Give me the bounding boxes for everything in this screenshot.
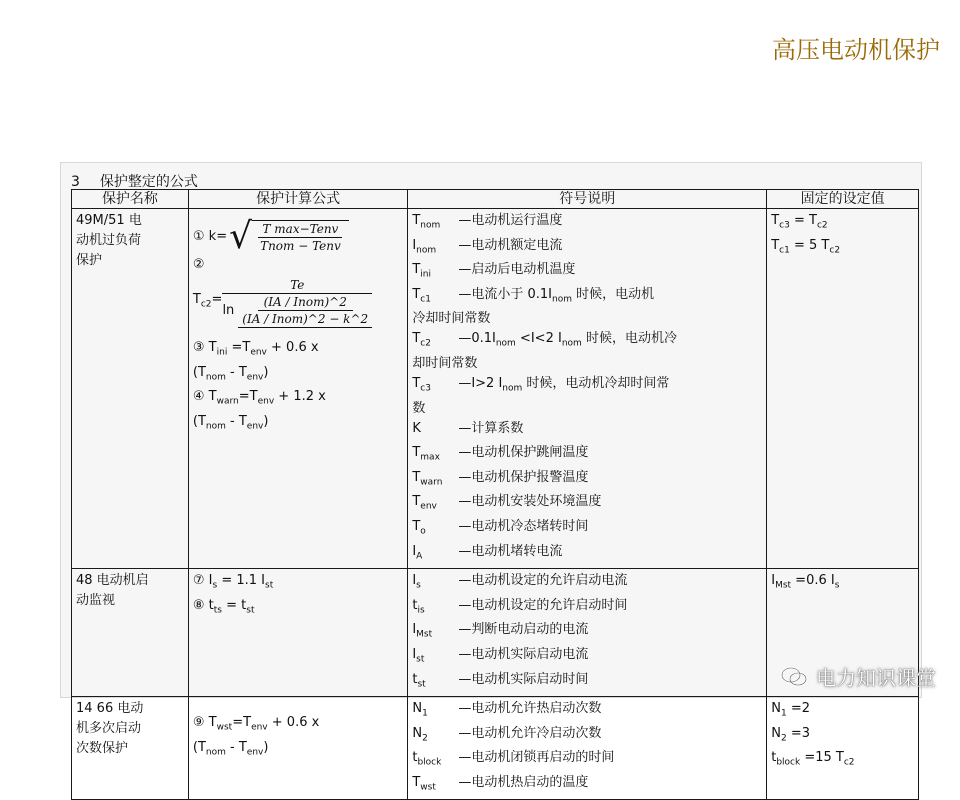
formula-3-cont	[193, 363, 403, 388]
symbol-sub: warn	[420, 477, 443, 488]
symbol-line	[412, 724, 762, 749]
symbol: t	[412, 750, 418, 766]
name-line: 保护	[76, 253, 103, 268]
fraction-denominator: Tnom − Tenv	[260, 239, 341, 253]
part: ⑨ T	[192, 715, 217, 731]
symbol-sub: nom	[551, 294, 572, 305]
symbol-desc: —I>2 I	[458, 375, 503, 391]
fixed-value	[771, 724, 914, 749]
symbol-sub: wst	[420, 782, 436, 793]
sub: ini	[216, 347, 228, 358]
symbol-sub: st	[416, 654, 425, 665]
symbol-sub: env	[420, 501, 437, 512]
lhs-main: T	[192, 292, 201, 308]
symbol-sub: ini	[420, 269, 431, 280]
page-title: 高压电动机保护	[772, 36, 940, 64]
symbol: I	[412, 237, 417, 253]
sub: nom	[205, 421, 226, 432]
part: =3	[786, 725, 810, 741]
symbol-line	[412, 285, 762, 310]
symbol-desc: 时候，电动机冷却时间常	[522, 375, 670, 391]
formula-cell	[188, 569, 407, 697]
part: )	[263, 739, 269, 755]
symbol: N	[412, 701, 423, 717]
inner-fraction	[238, 294, 372, 328]
watermark	[780, 662, 936, 691]
formula-1	[192, 216, 403, 257]
sub: c1	[779, 245, 790, 256]
symbol-sub: c3	[420, 383, 431, 394]
symbol: I	[412, 622, 417, 638]
sub: nom	[205, 372, 226, 383]
name-line: 机多次启动	[76, 721, 142, 737]
symbol-sub: 2	[422, 733, 428, 744]
part: =0.6 I	[791, 573, 835, 589]
inner-numerator: (IA / Inom)^2	[258, 294, 353, 311]
symbol: I	[412, 646, 417, 662]
part: ⑦ I	[192, 573, 213, 589]
fixed-value	[771, 211, 914, 236]
symbol-desc: —电动机允许热启动次数	[458, 701, 602, 717]
symbol-cell	[408, 569, 767, 697]
fixed-value	[771, 571, 914, 596]
symbol: T	[412, 445, 421, 461]
part: =T	[227, 340, 251, 355]
part: =T	[232, 715, 252, 731]
name-line: 49M/51 电	[76, 213, 142, 228]
lhs-sub: c2	[200, 299, 212, 310]
sub: s	[212, 580, 218, 591]
symbol-line	[412, 517, 762, 542]
header-formula: 保护计算公式	[188, 190, 407, 209]
inner-denominator: (IA / Inom)^2 − k^2	[242, 312, 369, 326]
part: - T	[225, 413, 247, 429]
symbol-line	[412, 773, 762, 798]
symbol-sub: nom	[495, 338, 516, 349]
fraction-numerator: Te	[222, 277, 372, 294]
formula-cell	[188, 697, 407, 800]
symbol-sub: Mst	[416, 629, 433, 640]
protection-name	[72, 569, 189, 697]
symbol-line	[412, 443, 762, 468]
sub: c3	[779, 220, 790, 231]
symbol: T	[412, 518, 421, 534]
formula-9	[193, 713, 403, 738]
symbol-desc: —电动机实际启动电流	[458, 646, 589, 662]
sub: c2	[829, 245, 841, 256]
part: =15 T	[800, 750, 844, 766]
sqrt-sign-icon: √	[229, 216, 253, 257]
table-row	[72, 697, 919, 800]
part: )	[263, 364, 269, 380]
symbol-line	[412, 699, 762, 724]
symbol: T	[412, 469, 421, 485]
part: T	[771, 237, 780, 253]
symbol-cell	[408, 209, 767, 569]
sub: 2	[780, 733, 787, 744]
fraction-numerator: T max−Tenv	[258, 221, 342, 238]
name-line: 次数保护	[76, 741, 129, 757]
sub: c2	[843, 757, 855, 768]
sub: Mst	[775, 580, 792, 591]
symbol-desc: —电动机保护报警温度	[458, 469, 589, 485]
symbol-sub: nom	[561, 338, 582, 349]
part: = t	[222, 597, 247, 613]
symbol-desc: —判断电动启动的电流	[458, 622, 589, 638]
sub: env	[250, 347, 267, 358]
symbol: T	[412, 375, 421, 391]
part: ③ T	[192, 340, 217, 355]
sub: env	[246, 421, 264, 432]
symbol-sub: c2	[420, 338, 431, 349]
symbol: T	[412, 262, 421, 278]
section-heading	[71, 171, 218, 191]
symbol-desc: —电动机热启动的温度	[458, 774, 589, 790]
formula-4-cont	[193, 412, 403, 437]
fixed-value	[771, 748, 914, 773]
symbol-desc: —电动机额定电流	[458, 237, 563, 253]
symbol-line	[412, 620, 762, 645]
symbol-sub: A	[416, 551, 423, 562]
symbol-sub: is	[417, 605, 425, 616]
symbol-sub: s	[416, 580, 421, 591]
symbol-line-cont: 数	[412, 400, 426, 416]
protection-name	[72, 209, 189, 569]
part: (T	[192, 364, 206, 380]
symbol: T	[412, 494, 421, 510]
name-line: 动机过负荷	[76, 233, 142, 248]
part: T	[771, 213, 780, 228]
symbol-sub: block	[417, 757, 442, 768]
sub: env	[246, 747, 264, 758]
header-fixed: 固定的设定值	[767, 190, 919, 209]
part: - T	[225, 739, 247, 755]
table-header-row	[72, 190, 919, 209]
sub: c2	[816, 220, 828, 231]
symbol-desc: —电动机保护跳闸温度	[458, 445, 589, 461]
symbol-line	[412, 236, 762, 261]
formula-1-label: ① k=	[192, 229, 228, 244]
part: - T	[225, 364, 247, 380]
section-title: 保护整定的公式	[99, 174, 198, 190]
header-name: 保护名称	[72, 190, 189, 209]
name-line: 14 66 电动	[76, 701, 144, 717]
symbol-sub: c1	[420, 294, 431, 305]
symbol-desc: 时候，电动机	[571, 286, 655, 302]
symbol-line	[412, 329, 762, 354]
header-symbol: 符号说明	[408, 190, 767, 209]
symbol: t	[412, 671, 418, 687]
part: =T	[238, 389, 258, 405]
symbol-line	[412, 374, 762, 399]
formula-2	[193, 277, 403, 328]
fixed-value-cell	[767, 209, 919, 569]
part: (T	[192, 413, 206, 429]
part: ④ T	[192, 389, 217, 405]
symbol: N	[412, 725, 423, 741]
symbol: t	[412, 597, 418, 613]
fixed-value-cell	[767, 697, 919, 800]
sub: env	[257, 396, 275, 407]
watermark-text: 电力知识课堂	[816, 666, 936, 690]
sub: st	[246, 605, 255, 616]
symbol-sub: nom	[502, 383, 523, 394]
symbol-desc: —启动后电动机温度	[458, 262, 576, 278]
symbol-line	[412, 748, 762, 773]
formula-7	[193, 571, 403, 596]
fraction	[252, 220, 349, 254]
part: N	[771, 725, 781, 741]
part: t	[771, 750, 777, 766]
sub: nom	[205, 747, 226, 758]
table-row	[72, 209, 919, 569]
symbol-desc: —0.1I	[458, 331, 496, 347]
part: )	[263, 413, 269, 429]
symbol-desc: —电流小于 0.1I	[458, 286, 552, 302]
symbol-line	[412, 492, 762, 517]
symbol-desc: —电动机堵转电流	[458, 543, 563, 559]
formula-9-cont	[193, 738, 403, 763]
symbol-desc: —电动机实际启动时间	[458, 671, 589, 687]
sub: s	[834, 580, 840, 591]
symbol-desc: —电动机运行温度	[458, 213, 563, 228]
symbol-desc: —计算系数	[458, 420, 524, 436]
part: = 5 T	[789, 237, 830, 253]
part: ⑧ t	[192, 597, 214, 613]
formula-4	[193, 387, 403, 412]
symbol: T	[412, 286, 421, 302]
sub: st	[265, 580, 274, 591]
symbol: T	[412, 213, 421, 228]
symbol: K	[412, 420, 421, 436]
name-line: 48 电动机启	[76, 573, 149, 589]
symbol-desc: —电动机允许冷启动次数	[458, 725, 602, 741]
part: (T	[192, 739, 206, 755]
sub: env	[251, 722, 268, 733]
sub: env	[246, 372, 264, 383]
name-line: 动监视	[76, 593, 116, 609]
protection-name	[72, 697, 189, 800]
equals-sign: =	[211, 292, 223, 308]
symbol-line	[412, 571, 762, 596]
symbol-line	[412, 596, 762, 621]
fixed-value	[771, 236, 914, 261]
symbol-sub: 1	[422, 708, 428, 719]
part: = T	[789, 213, 817, 228]
section-number: 3	[71, 174, 80, 190]
symbol-sub: max	[420, 452, 440, 463]
symbol-line-cont: 冷却时间常数	[412, 311, 491, 327]
part: I	[771, 573, 776, 589]
fixed-value	[771, 699, 914, 724]
symbol-line	[412, 260, 762, 285]
part: = 1.1 I	[217, 573, 266, 589]
symbol-line	[412, 468, 762, 493]
symbol: T	[412, 331, 421, 347]
part: + 0.6 x	[266, 340, 319, 355]
part: + 0.6 x	[267, 715, 320, 731]
sub: 1	[780, 708, 787, 719]
ln-word: ln	[222, 303, 235, 318]
part: N	[771, 701, 781, 717]
symbol-desc: —电动机设定的允许启动时间	[458, 597, 628, 613]
symbol-desc: <I<2 I	[515, 331, 562, 347]
square-root	[229, 216, 349, 257]
symbol-line	[412, 645, 762, 670]
sub: warn	[216, 396, 239, 407]
sub: wst	[216, 722, 233, 733]
symbol-desc: —电动机设定的允许启动电流	[458, 573, 628, 589]
part: =2	[786, 701, 810, 717]
symbol-sub: nom	[416, 245, 437, 256]
symbol: I	[412, 573, 417, 589]
wechat-icon	[780, 666, 808, 688]
part: + 1.2 x	[274, 389, 326, 405]
symbol-cell	[408, 697, 767, 800]
symbol-sub: st	[417, 679, 426, 690]
nested-fraction	[222, 277, 372, 328]
symbol: T	[412, 774, 421, 790]
scanned-document	[60, 162, 922, 793]
symbol-line	[412, 670, 762, 695]
fraction-denominator	[222, 294, 372, 328]
symbol-desc: —电动机安装处环境温度	[458, 494, 602, 510]
symbol-line	[412, 211, 762, 236]
sub: block	[776, 757, 801, 768]
formula-cell	[188, 209, 407, 569]
symbol-desc: —电动机闭锁再启动的时间	[458, 750, 615, 766]
formula-2-lhs	[193, 290, 223, 315]
symbol-line	[412, 419, 762, 444]
sub: ts	[213, 605, 222, 616]
formula-8	[193, 596, 403, 621]
symbol-sub: o	[420, 526, 426, 537]
symbol-line-cont: 却时间常数	[412, 355, 478, 371]
symbol-sub: nom	[420, 220, 441, 231]
symbol-line	[412, 542, 762, 567]
protection-formula-table	[71, 189, 919, 800]
symbol: I	[412, 543, 417, 559]
formula-3	[193, 338, 403, 363]
formula-2-label: ②	[192, 257, 205, 272]
symbol-desc: 时候，电动机冷	[581, 331, 677, 347]
symbol-desc: —电动机冷态堵转时间	[458, 518, 589, 534]
